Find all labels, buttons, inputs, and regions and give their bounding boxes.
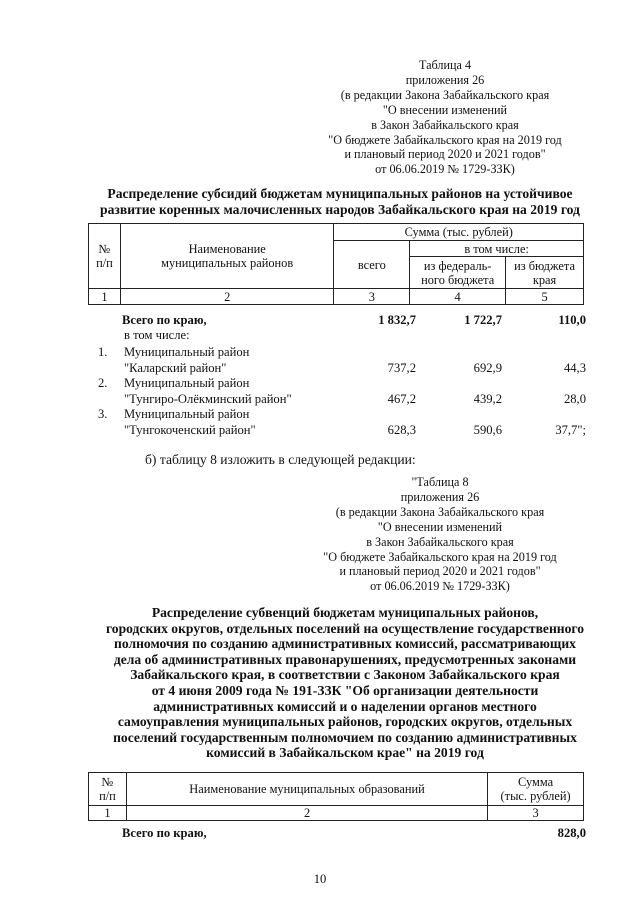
- column-header-sum: Сумма (тыс. рублей): [488, 773, 584, 806]
- header-line: Таблица 4: [418, 58, 472, 72]
- header-line: "О внесении изменений: [382, 102, 508, 117]
- header-line: "О бюджете Забайкальского края на 2019 год: [328, 132, 562, 147]
- header-line: от 06.06.2019 № 1729-ЗЗК): [375, 162, 515, 177]
- column-header-name: Наименование муниципальных образований: [126, 773, 487, 806]
- row-name-line2: "Каларский район": [124, 361, 227, 375]
- header-line: приложения 26: [405, 72, 485, 87]
- row-total: 737,2: [387, 361, 416, 375]
- row-name-line1: Муниципальный район: [124, 345, 250, 359]
- row-federal: 692,9: [473, 361, 502, 375]
- subvention-table-header: [88, 772, 584, 821]
- row-total: 467,2: [387, 392, 416, 406]
- header-line: (в редакции Закона Забайкальского края: [340, 87, 550, 102]
- column-number: 3: [334, 289, 410, 305]
- total-row-regional: 110,0: [558, 313, 586, 327]
- column-header-federal: из федераль- ного бюджета: [410, 257, 506, 289]
- column-header-num: № п/п: [89, 773, 127, 806]
- row-regional: 44,3: [563, 361, 586, 375]
- table-4-title: [60, 186, 620, 217]
- title-line: Забайкальского края, в соответствии с Законом Забайкальского края: [130, 667, 560, 683]
- title-line: дела об административных правонарушениях, предусмотренных законами: [113, 651, 577, 667]
- total-row-label: Всего по краю,: [122, 313, 207, 327]
- total-row-federal: 1 722,7: [464, 313, 502, 327]
- header-line: и плановый период 2020 и 2021 годов": [339, 564, 541, 579]
- title-line: административных комиссий и о наделении органов местного: [153, 698, 537, 714]
- table-4-header: [290, 58, 600, 177]
- title-line: городских округов, отдельных поселений на осуществление государственного: [105, 620, 585, 636]
- title-line: Распределение субсидий бюджетам муниципальных районов на устойчивое: [107, 186, 573, 201]
- row-regional: 28,0: [563, 392, 586, 406]
- title-line: развитие коренных малочисленных народов Забайкальского края на 2019 год: [100, 201, 580, 217]
- title-line: от 4 июня 2009 года № 191-ЗЗК "Об организации деятельности: [151, 682, 539, 698]
- row-name-line2: "Тунгиро-Олёкминский район": [124, 392, 292, 406]
- column-number: 2: [120, 289, 333, 305]
- column-header-total: всего: [334, 241, 410, 289]
- column-number: 3: [488, 806, 584, 821]
- row-number: 1.: [98, 345, 108, 359]
- title-line: Распределение субвенций бюджетам муниципальных районов,: [151, 605, 539, 620]
- column-header-sum: Сумма (тыс. рублей): [334, 224, 584, 241]
- header-line: и плановый период 2020 и 2021 годов": [344, 147, 546, 162]
- table-8-title: [70, 605, 620, 761]
- title-line: полномочия по созданию административных комиссий, рассматривающих: [114, 636, 576, 652]
- total-row-label: Всего по краю,: [122, 826, 207, 840]
- including-label: в том числе:: [124, 328, 190, 342]
- column-header-name: Наименование муниципальных районов: [120, 224, 333, 289]
- title-line: самоуправления муниципальных районов, городских округов, отдельных: [117, 714, 573, 730]
- column-number: 5: [506, 289, 584, 305]
- header-line: в Закон Забайкальского края: [371, 117, 519, 132]
- row-regional: 37,7";: [555, 423, 586, 437]
- column-number: 4: [410, 289, 506, 305]
- subsidy-table-header: [88, 223, 584, 305]
- title-line: комиссий в Забайкальском крае" на 2019 год: [206, 745, 484, 761]
- header-line: (в редакции Закона Забайкальского края: [335, 504, 545, 519]
- row-name-line1: Муниципальный район: [124, 407, 250, 421]
- row-total: 628,3: [387, 423, 416, 437]
- header-line: от 06.06.2019 № 1729-ЗЗК): [370, 579, 510, 594]
- row-number: 2.: [98, 376, 108, 390]
- header-line: "Таблица 8: [411, 475, 469, 489]
- column-number: 2: [126, 806, 487, 821]
- column-header-including: в том числе:: [410, 241, 584, 257]
- column-number: 1: [89, 289, 121, 305]
- header-line: "О бюджете Забайкальского края на 2019 год: [323, 549, 557, 564]
- total-row-total: 1 832,7: [378, 313, 416, 327]
- row-name-line2: "Тунгокоченский район": [124, 423, 256, 437]
- row-federal: 439,2: [473, 392, 502, 406]
- column-header-regional: из бюджета края: [506, 257, 584, 289]
- instruction-text: б) таблицу 8 изложить в следующей редакции:: [145, 452, 416, 467]
- title-line: поселений государственным полномочием по созданию административных: [113, 729, 577, 745]
- total-row-value: 828,0: [557, 826, 586, 840]
- header-line: "О внесении изменений: [377, 519, 503, 534]
- row-name-line1: Муниципальный район: [124, 376, 250, 390]
- column-header-num: № п/п: [89, 224, 121, 289]
- table-8-header: [285, 475, 595, 594]
- header-line: приложения 26: [400, 489, 480, 504]
- header-line: в Закон Забайкальского края: [366, 534, 514, 549]
- row-number: 3.: [98, 407, 108, 421]
- row-federal: 590,6: [473, 423, 502, 437]
- column-number: 1: [89, 806, 127, 821]
- page-number: 10: [313, 872, 327, 886]
